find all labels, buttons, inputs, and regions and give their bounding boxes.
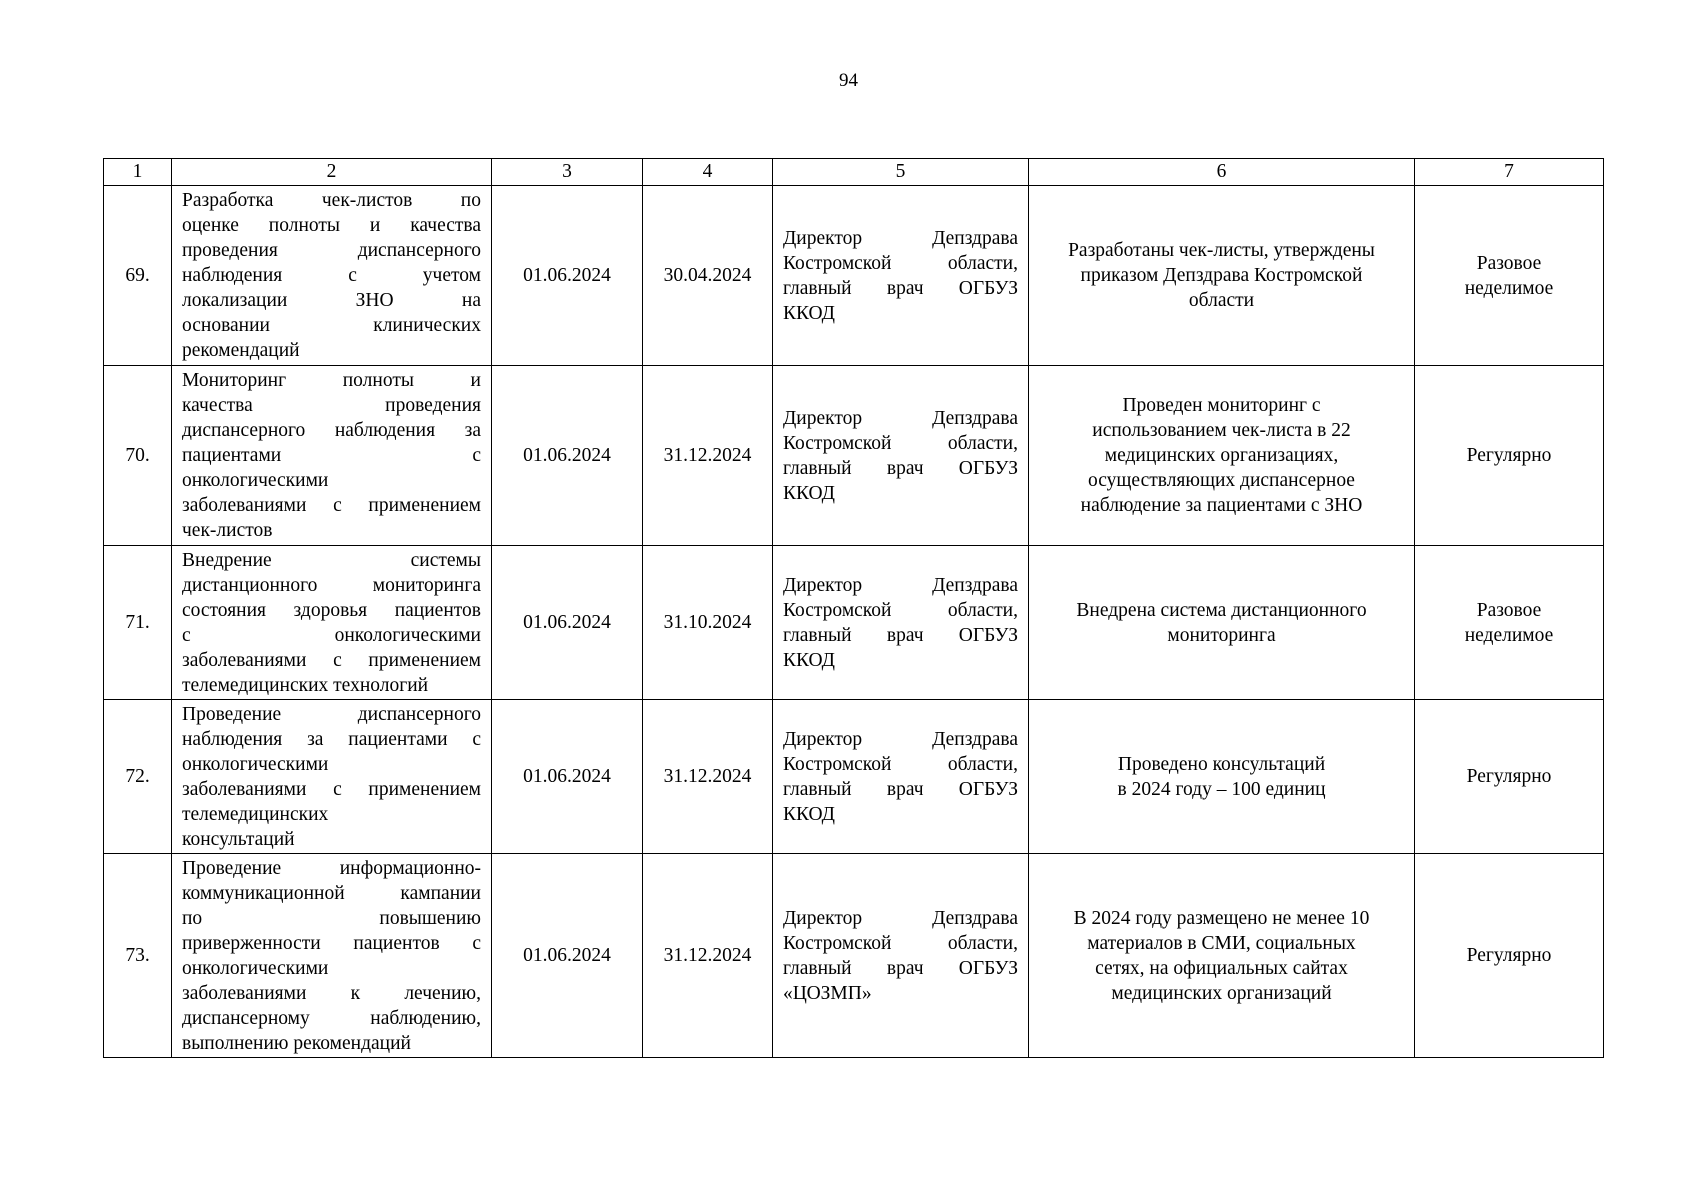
activity-text-line: телемедицинских — [182, 803, 329, 825]
end-date-cell: 31.12.2024 — [643, 700, 773, 854]
result-text-line: Проведено консультаций — [1117, 753, 1326, 775]
table-row — [104, 854, 1604, 1058]
end-date-cell: 30.04.2024 — [643, 186, 773, 366]
responsible-text-line: Директор Депздрава — [783, 907, 1018, 929]
activity-text-line: состояния здоровья пациентов — [182, 599, 481, 621]
result-text-line: осуществляющих диспансерное — [1088, 470, 1355, 491]
activity-text-line: онкологическими — [182, 470, 329, 491]
responsible-text-line: главный врач ОГБУЗ — [783, 457, 1018, 479]
activity-text-line: диспансерного наблюдения за — [182, 420, 481, 441]
activity-text-line: рекомендаций — [182, 340, 300, 361]
column-header: 6 — [1029, 159, 1415, 186]
activity-cell — [172, 700, 492, 854]
responsible-text-line: Костромской области, — [783, 932, 1018, 954]
activity-text-line: заболеваниями с применением — [182, 495, 481, 516]
activity-text-line: Проведение диспансерного — [182, 703, 481, 725]
responsible-text-line: «ЦОЗМП» — [783, 982, 872, 1004]
activity-text-line: выполнению рекомендаций — [182, 1032, 411, 1054]
activity-text-line: консультаций — [182, 828, 295, 850]
activity-cell — [172, 186, 492, 366]
activity-text-line: телемедицинских технологий — [182, 674, 429, 696]
responsible-text-line: главный врач ОГБУЗ — [783, 778, 1018, 800]
activity-text-line: по повышению — [182, 907, 481, 929]
result-text-line: в 2024 году – 100 единиц — [1117, 778, 1326, 800]
type-text-line: Регулярно — [1466, 445, 1552, 466]
responsible-cell — [773, 700, 1029, 854]
activity-text-line: чек-листов — [182, 520, 273, 541]
result-text-line: материалов в СМИ, социальных — [1087, 932, 1356, 954]
type-cell — [1415, 186, 1604, 366]
result-cell — [1029, 186, 1415, 366]
type-cell — [1415, 366, 1604, 546]
responsible-text-line: Директор Депздрава — [783, 728, 1018, 750]
activity-text-line: основании клинических — [182, 315, 481, 336]
activity-cell — [172, 546, 492, 700]
type-text-line: неделимое — [1464, 277, 1554, 299]
type-text-line: Разовое — [1476, 252, 1542, 274]
responsible-text-line: главный врач ОГБУЗ — [783, 624, 1018, 646]
activity-text-line: онкологическими — [182, 753, 329, 775]
result-text-line: мониторинга — [1167, 624, 1276, 646]
activity-text-line: заболеваниями с применением — [182, 778, 481, 800]
column-header: 2 — [172, 159, 492, 186]
type-text-line: неделимое — [1464, 624, 1554, 646]
result-text-line: сетях, на официальных сайтах — [1095, 957, 1348, 979]
result-text-line: Проведен мониторинг с — [1122, 395, 1321, 416]
start-date-cell: 01.06.2024 — [492, 546, 643, 700]
column-header: 1 — [104, 159, 172, 186]
row-number-cell: 71. — [104, 546, 172, 700]
activity-text-line: коммуникационной кампании — [182, 882, 481, 904]
result-text-line: использованием чек-листа в 22 — [1092, 420, 1351, 441]
activity-text-line: Проведение информационно- — [182, 857, 481, 879]
row-number-cell: 70. — [104, 366, 172, 546]
activity-cell — [172, 854, 492, 1058]
column-header: 5 — [773, 159, 1029, 186]
type-cell — [1415, 546, 1604, 700]
responsible-text-line: Костромской области, — [783, 252, 1018, 274]
column-header: 7 — [1415, 159, 1604, 186]
activity-text-line: приверженности пациентов с — [182, 932, 481, 954]
activity-text-line: дистанционного мониторинга — [182, 574, 481, 596]
result-text-line: В 2024 году размещено не менее 10 — [1073, 907, 1370, 929]
activity-text-line: проведения диспансерного — [182, 240, 481, 261]
responsible-cell — [773, 186, 1029, 366]
result-cell — [1029, 366, 1415, 546]
responsible-text-line: Директор Депздрава — [783, 227, 1018, 249]
result-cell — [1029, 700, 1415, 854]
responsible-text-line: Костромской области, — [783, 599, 1018, 621]
type-text-line: Разовое — [1476, 599, 1542, 621]
result-text-line: области — [1188, 290, 1255, 311]
result-text-line: наблюдение за пациентами с ЗНО — [1080, 495, 1363, 516]
activity-text-line: диспансерному наблюдению, — [182, 1007, 481, 1029]
responsible-text-line: Костромской области, — [783, 432, 1018, 454]
table-row — [104, 186, 1604, 366]
activity-text-line: Мониторинг полноты и — [182, 370, 481, 391]
end-date-cell: 31.12.2024 — [643, 366, 773, 546]
table-row — [104, 700, 1604, 854]
type-text-line: Регулярно — [1466, 945, 1552, 966]
result-text-line: медицинских организациях, — [1104, 445, 1339, 466]
end-date-cell: 31.12.2024 — [643, 854, 773, 1058]
end-date-cell: 31.10.2024 — [643, 546, 773, 700]
activity-text-line: пациентами с — [182, 445, 481, 466]
responsible-text-line: главный врач ОГБУЗ — [783, 957, 1018, 979]
start-date-cell: 01.06.2024 — [492, 854, 643, 1058]
activity-text-line: Внедрение системы — [182, 549, 481, 571]
table-row — [104, 546, 1604, 700]
activity-text-line: локализации ЗНО на — [182, 290, 481, 311]
activities-table — [103, 158, 1604, 1058]
responsible-text-line: Директор Депздрава — [783, 574, 1018, 596]
activity-text-line: оценке полноты и качества — [182, 215, 481, 236]
responsible-text-line: ККОД — [783, 803, 835, 825]
responsible-cell — [773, 546, 1029, 700]
responsible-text-line: ККОД — [783, 302, 835, 324]
responsible-text-line: Директор Депздрава — [783, 407, 1018, 429]
responsible-text-line: главный врач ОГБУЗ — [783, 277, 1018, 299]
activity-text-line: с онкологическими — [182, 624, 481, 646]
row-number-cell: 69. — [104, 186, 172, 366]
responsible-cell — [773, 854, 1029, 1058]
activity-text-line: качества проведения — [182, 395, 481, 416]
start-date-cell: 01.06.2024 — [492, 366, 643, 546]
activity-text-line: онкологическими — [182, 957, 329, 979]
responsible-text-line: ККОД — [783, 649, 835, 671]
result-cell — [1029, 546, 1415, 700]
table-header-row — [104, 159, 1604, 186]
type-text-line: Регулярно — [1466, 766, 1552, 787]
activity-text-line: Разработка чек-листов по — [182, 190, 481, 211]
column-header: 3 — [492, 159, 643, 186]
type-cell — [1415, 854, 1604, 1058]
activity-text-line: наблюдения за пациентами с — [182, 728, 481, 750]
start-date-cell: 01.06.2024 — [492, 700, 643, 854]
table-row — [104, 366, 1604, 546]
type-cell — [1415, 700, 1604, 854]
page-number: 94 — [839, 70, 858, 91]
result-text-line: Внедрена система дистанционного — [1076, 599, 1367, 621]
column-header: 4 — [643, 159, 773, 186]
result-text-line: приказом Депздрава Костромской — [1080, 265, 1363, 286]
activity-text-line: заболеваниями с применением — [182, 649, 481, 671]
result-text-line: Разработаны чек-листы, утверждены — [1068, 240, 1375, 261]
activity-cell — [172, 366, 492, 546]
responsible-text-line: ККОД — [783, 482, 835, 504]
result-cell — [1029, 854, 1415, 1058]
responsible-cell — [773, 366, 1029, 546]
row-number-cell: 73. — [104, 854, 172, 1058]
responsible-text-line: Костромской области, — [783, 753, 1018, 775]
activity-text-line: заболеваниями к лечению, — [182, 982, 481, 1004]
row-number-cell: 72. — [104, 700, 172, 854]
activity-text-line: наблюдения с учетом — [182, 265, 481, 286]
start-date-cell: 01.06.2024 — [492, 186, 643, 366]
result-text-line: медицинских организаций — [1111, 982, 1332, 1004]
